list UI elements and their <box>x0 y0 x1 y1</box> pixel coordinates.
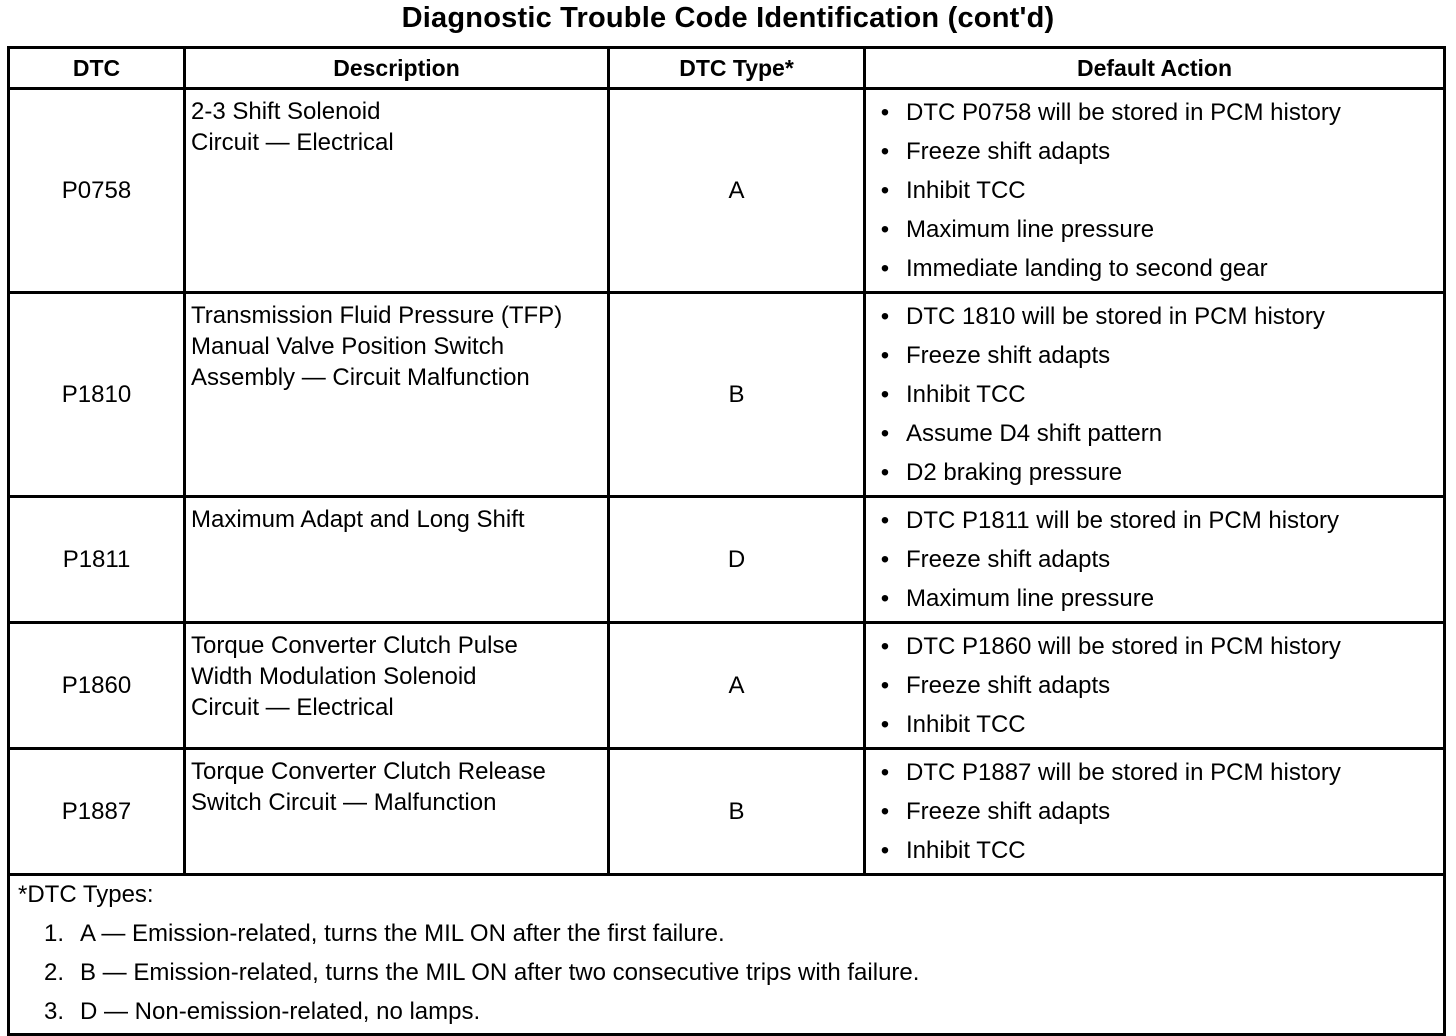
bullet-icon: • <box>880 507 890 534</box>
action-list <box>880 96 1443 291</box>
action-item: • Inhibit TCC <box>906 708 1443 747</box>
bullet-icon: • <box>880 711 890 738</box>
bullet-icon: • <box>880 255 890 282</box>
action-item: • D2 braking pressure <box>906 456 1443 495</box>
footnote-row <box>9 875 1445 1035</box>
header-default-action: Default Action <box>865 48 1445 89</box>
dtc-type: A <box>609 623 865 749</box>
table-row <box>9 293 1445 497</box>
default-action-cell <box>865 623 1445 749</box>
footnote-item: 3. D — Non-emission-related, no lamps. <box>44 998 481 1025</box>
action-item: • Maximum line pressure <box>906 582 1443 621</box>
default-action-cell <box>865 293 1445 497</box>
dtc-code: P1860 <box>9 623 185 749</box>
header-description: Description <box>185 48 609 89</box>
dtc-code: P0758 <box>9 89 185 293</box>
dtc-code: P1887 <box>9 749 185 875</box>
action-list <box>880 630 1443 747</box>
bullet-icon: • <box>880 303 890 330</box>
bullet-icon: • <box>880 99 890 126</box>
bullet-icon: • <box>880 342 890 369</box>
action-item: • Freeze shift adapts <box>906 795 1443 834</box>
table-row <box>9 89 1445 293</box>
action-list <box>880 504 1443 621</box>
default-action-cell <box>865 89 1445 293</box>
action-item: • Immediate landing to second gear <box>906 252 1443 291</box>
description-line: Transmission Fluid Pressure (TFP) <box>191 302 563 329</box>
dtc-description <box>185 749 609 875</box>
action-item: • Assume D4 shift pattern <box>906 417 1443 456</box>
bullet-icon: • <box>880 633 890 660</box>
dtc-code: P1810 <box>9 293 185 497</box>
table-row <box>9 497 1445 623</box>
description-line: Assembly — Circuit Malfunction <box>191 364 530 391</box>
action-item: • DTC 1810 will be stored in PCM history <box>906 300 1443 339</box>
page-title: Diagnostic Trouble Code Identification (cont'd) <box>401 2 1055 34</box>
description-line: Torque Converter Clutch Release <box>191 758 546 785</box>
description-line: Width Modulation Solenoid <box>191 663 477 690</box>
bullet-icon: • <box>880 138 890 165</box>
dtc-description <box>185 497 609 623</box>
footnote-item: 1. A — Emission-related, turns the MIL ON after the first failure. <box>44 920 725 947</box>
action-item: • Freeze shift adapts <box>906 135 1443 174</box>
footnote-item: 2. B — Emission-related, turns the MIL ON after two consecutive trips with failure. <box>44 959 920 986</box>
action-list <box>880 300 1443 495</box>
table-row <box>9 749 1445 875</box>
dtc-description <box>185 89 609 293</box>
description-line: Circuit — Electrical <box>191 129 394 156</box>
description-line: Manual Valve Position Switch <box>191 333 505 360</box>
dtc-code: P1811 <box>9 497 185 623</box>
footnote-list <box>18 916 1443 1033</box>
bullet-icon: • <box>880 546 890 573</box>
footnote-title: *DTC Types: <box>18 881 154 908</box>
action-item: • DTC P0758 will be stored in PCM history <box>906 96 1443 135</box>
dtc-type: B <box>609 293 865 497</box>
action-item: • Freeze shift adapts <box>906 669 1443 708</box>
bullet-icon: • <box>880 420 890 447</box>
bullet-icon: • <box>880 798 890 825</box>
header-dtc: DTC <box>9 48 185 89</box>
footnote <box>9 875 1445 1035</box>
header-dtc-type: DTC Type* <box>609 48 865 89</box>
bullet-icon: • <box>880 381 890 408</box>
dtc-description <box>185 623 609 749</box>
default-action-cell <box>865 749 1445 875</box>
table-header-row <box>9 48 1445 89</box>
action-item: • Freeze shift adapts <box>906 339 1443 378</box>
description-line: Torque Converter Clutch Pulse <box>191 632 518 659</box>
bullet-icon: • <box>880 177 890 204</box>
description-line: 2-3 Shift Solenoid <box>191 98 381 125</box>
default-action-cell <box>865 497 1445 623</box>
action-item: • DTC P1860 will be stored in PCM history <box>906 630 1443 669</box>
description-line: Maximum Adapt and Long Shift <box>191 506 525 533</box>
action-list <box>880 756 1443 873</box>
action-item: • DTC P1811 will be stored in PCM history <box>906 504 1443 543</box>
bullet-icon: • <box>880 759 890 786</box>
bullet-icon: • <box>880 837 890 864</box>
bullet-icon: • <box>880 216 890 243</box>
bullet-icon: • <box>880 459 890 486</box>
action-item: • Inhibit TCC <box>906 378 1443 417</box>
action-item: • Inhibit TCC <box>906 834 1443 873</box>
dtc-type: B <box>609 749 865 875</box>
description-line: Circuit — Electrical <box>191 694 394 721</box>
action-item: • Maximum line pressure <box>906 213 1443 252</box>
table-row <box>9 623 1445 749</box>
bullet-icon: • <box>880 672 890 699</box>
action-item: • DTC P1887 will be stored in PCM history <box>906 756 1443 795</box>
dtc-description <box>185 293 609 497</box>
dtc-table <box>7 46 1446 1036</box>
description-line: Switch Circuit — Malfunction <box>191 789 497 816</box>
action-item: • Inhibit TCC <box>906 174 1443 213</box>
dtc-type: D <box>609 497 865 623</box>
bullet-icon: • <box>880 585 890 612</box>
action-item: • Freeze shift adapts <box>906 543 1443 582</box>
dtc-type: A <box>609 89 865 293</box>
